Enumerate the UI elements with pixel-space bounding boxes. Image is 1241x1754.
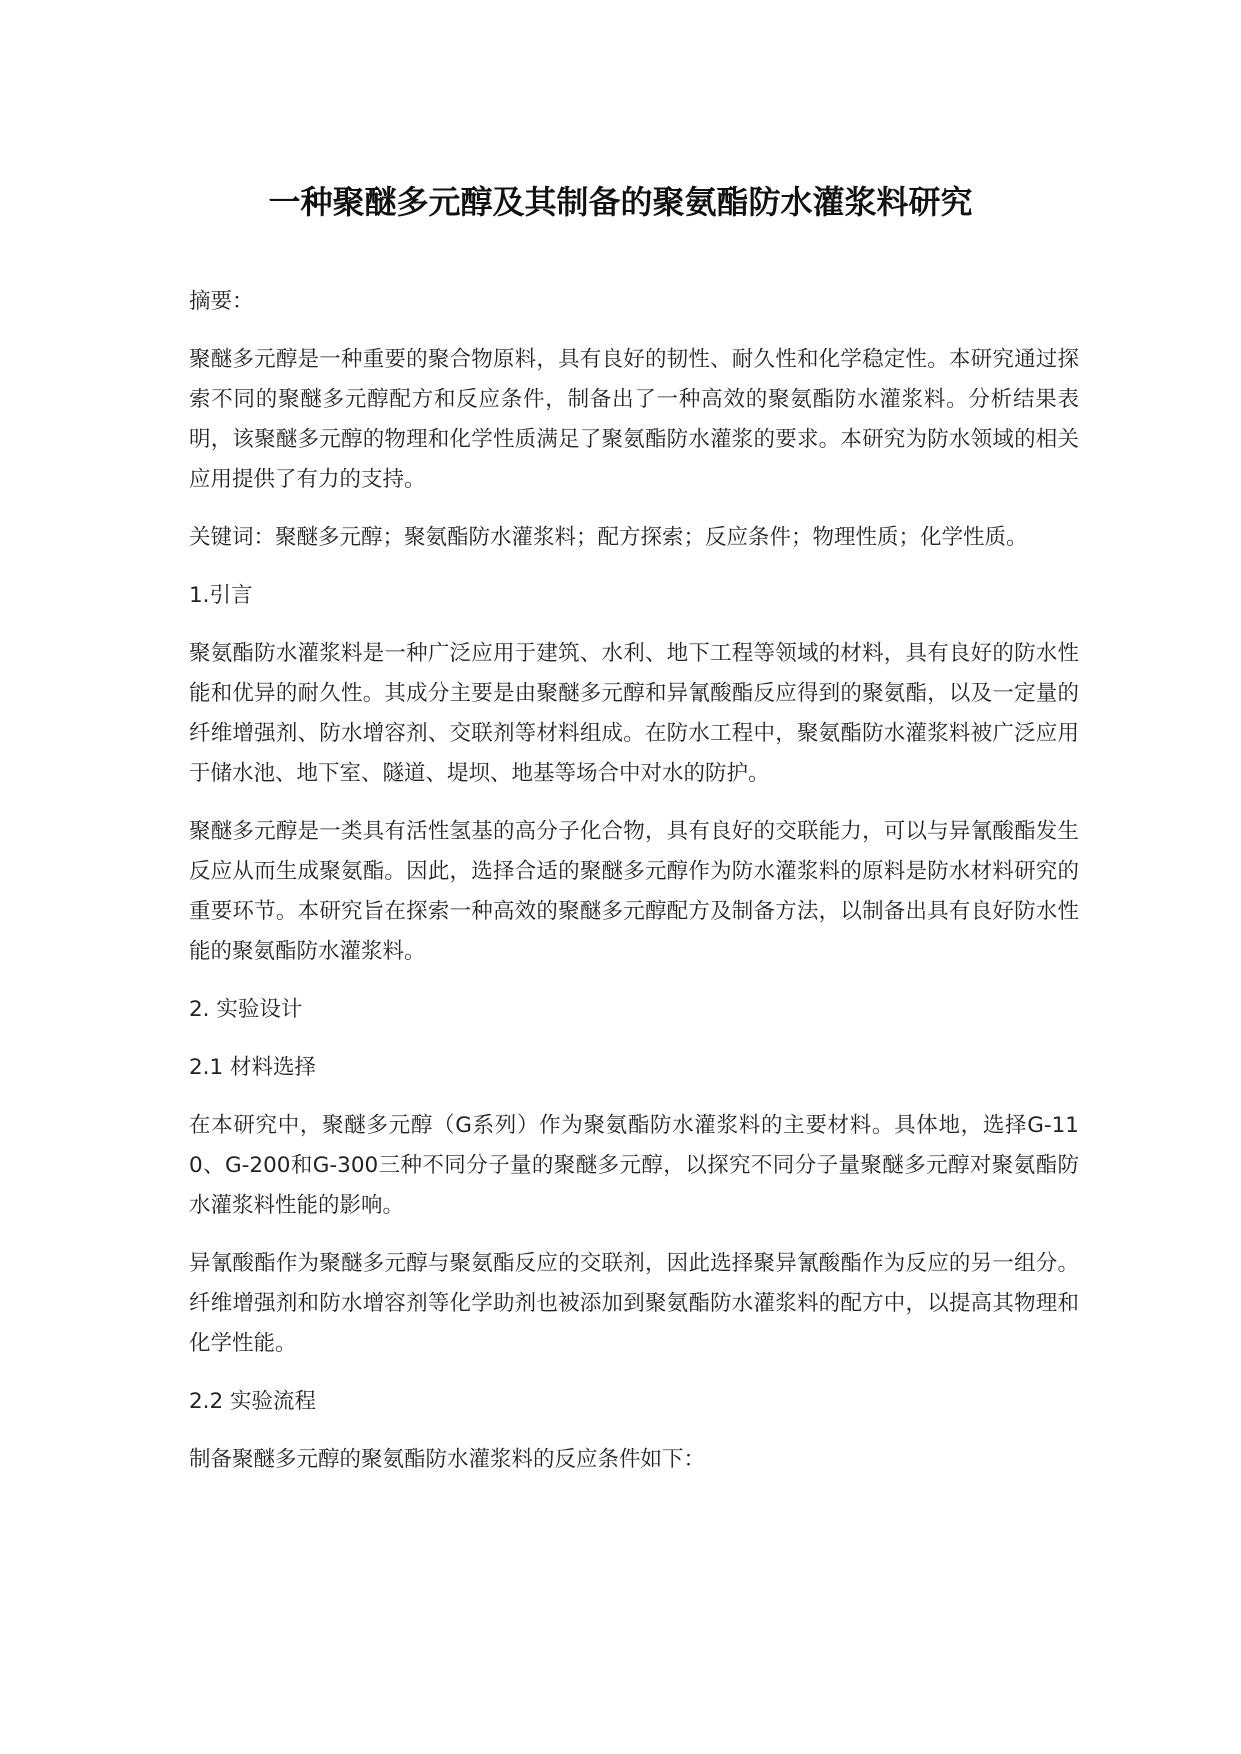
keywords-paragraph: 关键词：聚醚多元醇；聚氨酯防水灌浆料；配方探索；反应条件；物理性质；化学性质。 [189, 525, 1028, 550]
section-1-heading: 1.引言 [189, 583, 253, 608]
section-2-heading: 2. 实验设计 [189, 997, 303, 1022]
section-2-1-paragraph-1: 在本研究中，聚醚多元醇（G系列）作为聚氨酯防水灌浆料的主要材料。具体地，选择G-110、G-200和G-300三种不同分子量的聚醚多元醇，以探究不同分子量聚醚多元醇对聚氨酯防水灌浆料性能的影响。 [189, 1113, 1079, 1218]
abstract-paragraph: 聚醚多元醇是一种重要的聚合物原料，具有良好的韧性、耐久性和化学稳定性。本研究通过探索不同的聚醚多元醇配方和反应条件，制备出了一种高效的聚氨酯防水灌浆料。分析结果表明，该聚醚多元醇的物理和化学性质满足了聚氨酯防水灌浆的要求。本研究为防水领域的相关应用提供了有力的支持。 [189, 347, 1079, 492]
section-1-paragraph-1: 聚氨酯防水灌浆料是一种广泛应用于建筑、水利、地下工程等领域的材料，具有良好的防水性能和优异的耐久性。其成分主要是由聚醚多元醇和异氰酸酯反应得到的聚氨酯，以及一定量的纤维增强剂、防水增容剂、交联剂等材料组成。在防水工程中，聚氨酯防水灌浆料被广泛应用于储水池、地下室、隧道、堤坝、地基等场合中对水的防护。 [189, 641, 1079, 786]
document-title: 一种聚醚多元醇及其制备的聚氨酯防水灌浆料研究 [268, 183, 973, 221]
section-1-paragraph-2: 聚醚多元醇是一类具有活性氢基的高分子化合物，具有良好的交联能力，可以与异氰酸酯发生反应从而生成聚氨酯。因此，选择合适的聚醚多元醇作为防水灌浆料的原料是防水材料研究的重要环节。本研究旨在探索一种高效的聚醚多元醇配方及制备方法，以制备出具有良好防水性能的聚氨酯防水灌浆料。 [189, 819, 1079, 964]
section-2-2-heading: 2.2 实验流程 [189, 1389, 317, 1414]
section-2-1-paragraph-2: 异氰酸酯作为聚醚多元醇与聚氨酯反应的交联剂，因此选择聚异氰酸酯作为反应的另一组分。纤维增强剂和防水增容剂等化学助剂也被添加到聚氨酯防水灌浆料的配方中，以提高其物理和化学性能。 [189, 1251, 1079, 1356]
document-body [189, 282, 1079, 1498]
section-2-2-paragraph-1: 制备聚醚多元醇的聚氨酯防水灌浆料的反应条件如下： [189, 1447, 706, 1472]
section-2-1-heading: 2.1 材料选择 [189, 1055, 317, 1080]
abstract-label: 摘要： [189, 289, 254, 314]
